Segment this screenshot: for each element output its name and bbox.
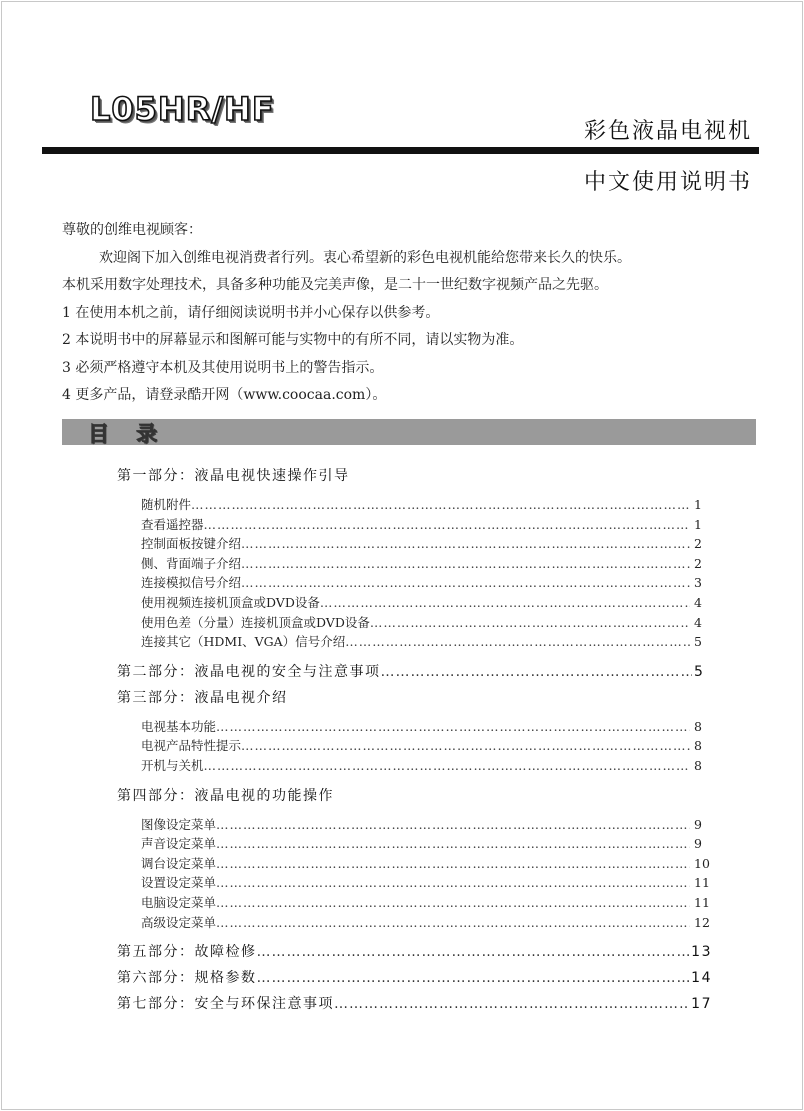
- toc-section[interactable]: [117, 786, 712, 806]
- leader-dots: [216, 893, 690, 913]
- leader-dots: [370, 613, 690, 633]
- toc-section[interactable]: [117, 466, 712, 486]
- toc-entry[interactable]: [141, 854, 712, 874]
- toc-entry[interactable]: [141, 613, 712, 633]
- intro-paragraph: 欢迎阁下加入创维电视消费者行列。衷心希望新的彩色电视机能给您带来长久的快乐。: [99, 249, 631, 266]
- leader-dots: [191, 495, 690, 515]
- leader-dots: [241, 573, 690, 593]
- toc-entry-label: 调台设定菜单: [141, 855, 217, 871]
- toc-entry-page: 1: [694, 497, 702, 512]
- toc-entry-label: 查看遥控器: [141, 516, 204, 532]
- toc-entry-page: 1: [694, 516, 702, 532]
- product-title: 彩色液晶电视机: [583, 119, 752, 144]
- leader-dots: [241, 736, 690, 756]
- toc-section-page: 13: [691, 944, 712, 961]
- toc-entry-label: 高级设定菜单: [141, 914, 217, 930]
- leader-dots: [381, 662, 693, 682]
- leader-dots: [345, 632, 690, 652]
- toc-entry-label: 连接其它（HDMI、VGA）信号介绍: [141, 634, 346, 650]
- toc-entry[interactable]: [141, 756, 712, 776]
- toc-section[interactable]: [117, 942, 712, 962]
- toc-entry-label: 声音设定菜单: [141, 836, 217, 852]
- toc-section-title: 第一部分：液晶电视快速操作引导: [117, 468, 350, 484]
- leader-dots: [216, 815, 690, 835]
- leader-dots: [204, 515, 690, 535]
- leader-dots: [241, 534, 690, 554]
- toc-entry[interactable]: [141, 893, 712, 913]
- toc-entry-label: 电视产品特性提示: [141, 738, 242, 754]
- toc-entry[interactable]: [141, 515, 712, 535]
- toc-entry-page: 3: [694, 575, 702, 591]
- leader-dots: [334, 994, 689, 1014]
- table-of-contents: [117, 466, 712, 1014]
- intro-text: [62, 217, 631, 410]
- toc-entry-label: 图像设定菜单: [141, 816, 217, 832]
- toc-entry[interactable]: [141, 815, 712, 835]
- leader-dots: [257, 942, 690, 962]
- toc-section-title: 第七部分：安全与环保注意事项: [117, 996, 334, 1013]
- toc-section-items: [141, 495, 712, 652]
- manual-title: 中文使用说明书: [583, 170, 752, 195]
- toc-entry-page: 4: [694, 594, 702, 610]
- intro-greeting: 尊敬的创维电视顾客：: [62, 222, 202, 238]
- intro-note: 2 本说明书中的屏幕显示和图解可能与实物中的有所不同，请以实物为准。: [62, 332, 524, 348]
- toc-entry[interactable]: [141, 717, 712, 737]
- toc-section-items: [141, 717, 712, 776]
- intro-note: 4 更多产品，请登录酷开网（www.coocaa.com）。: [62, 387, 387, 403]
- intro-note: 1 在使用本机之前，请仔细阅读说明书并小心保存以供参考。: [62, 304, 440, 321]
- toc-entry-label: 开机与关机: [141, 757, 204, 773]
- toc-entry[interactable]: [141, 736, 712, 756]
- toc-section-items: [141, 815, 712, 933]
- toc-entry-label: 侧、背面端子介绍: [141, 555, 242, 571]
- toc-entry-label: 控制面板按键介绍: [141, 536, 242, 552]
- toc-section-title: 第四部分：液晶电视的功能操作: [117, 787, 334, 804]
- toc-section-page: 14: [691, 970, 712, 987]
- toc-entry[interactable]: [141, 554, 712, 574]
- toc-entry-label: 连接模拟信号介绍: [141, 575, 242, 591]
- toc-entry[interactable]: [141, 834, 712, 854]
- toc-section[interactable]: [117, 688, 712, 708]
- toc-entry-label: 使用视频连接机顶盒或DVD设备: [141, 594, 320, 610]
- toc-entry-page: 8: [694, 738, 702, 754]
- leader-dots: [241, 554, 690, 574]
- toc-section[interactable]: [117, 662, 712, 682]
- toc-entry[interactable]: [141, 534, 712, 554]
- toc-section-title: 第二部分：液晶电视的安全与注意事项: [117, 663, 381, 680]
- leader-dots: [204, 756, 690, 776]
- toc-entry-label: 设置设定菜单: [141, 875, 217, 891]
- toc-entry[interactable]: [141, 495, 712, 515]
- leader-dots: [257, 968, 690, 988]
- toc-entry-page: 12: [694, 914, 710, 930]
- leader-dots: [216, 913, 690, 933]
- toc-entry-label: 使用色差（分量）连接机顶盒或DVD设备: [141, 614, 370, 630]
- toc-entry-label: 电视基本功能: [141, 718, 217, 734]
- toc-entry-page: 4: [694, 614, 702, 630]
- toc-section-page: 17: [691, 996, 712, 1013]
- model-number: L05HR/HF: [90, 90, 275, 128]
- toc-entry[interactable]: [141, 632, 712, 652]
- leader-dots: [216, 873, 690, 893]
- toc-entry-page: 2: [694, 555, 702, 571]
- leader-dots: [320, 593, 690, 613]
- toc-entry-page: 11: [694, 894, 710, 910]
- intro-note: 3 必须严格遵守本机及其使用说明书上的警告指示。: [62, 359, 384, 376]
- toc-section-title: 第六部分：规格参数: [117, 970, 257, 987]
- toc-entry-label: 随机附件: [141, 497, 192, 512]
- toc-entry-page: 10: [694, 855, 710, 871]
- leader-dots: [216, 834, 690, 854]
- toc-entry-page: 8: [694, 757, 702, 773]
- toc-entry-page: 9: [694, 816, 702, 832]
- leader-dots: [216, 854, 690, 874]
- toc-title: 目 录: [88, 422, 168, 446]
- toc-section[interactable]: [117, 968, 712, 988]
- toc-section-title: 第五部分：故障检修: [117, 944, 257, 961]
- toc-entry-page: 2: [694, 536, 702, 552]
- intro-paragraph: 本机采用数字处理技术，具备多种功能及完美声像，是二十一世纪数字视频产品之先驱。: [62, 277, 608, 293]
- toc-entry[interactable]: [141, 573, 712, 593]
- toc-entry[interactable]: [141, 873, 712, 893]
- toc-section-title: 第三部分：液晶电视介绍: [117, 689, 288, 706]
- toc-entry-label: 电脑设定菜单: [141, 894, 217, 910]
- toc-entry-page: 11: [694, 875, 710, 891]
- header-rule: [42, 147, 759, 154]
- toc-entry[interactable]: [141, 913, 712, 933]
- toc-entry-page: 8: [694, 718, 702, 734]
- toc-entry-page: 5: [694, 634, 702, 650]
- leader-dots: [216, 717, 690, 737]
- toc-section[interactable]: [117, 994, 712, 1014]
- toc-entry-page: 9: [694, 836, 702, 852]
- toc-section-page: 5: [694, 663, 705, 680]
- toc-entry[interactable]: [141, 593, 712, 613]
